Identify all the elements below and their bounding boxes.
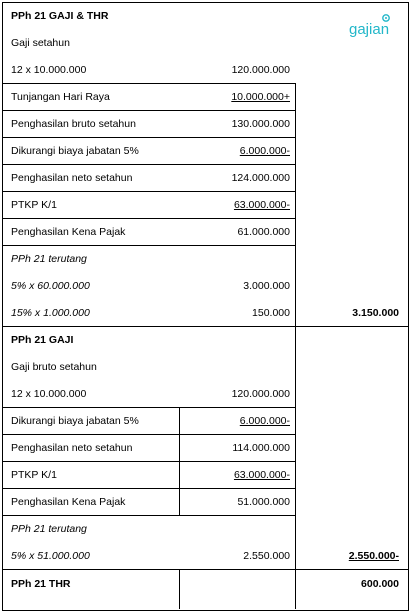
section-title: PPh 21 GAJI & THR — [11, 10, 109, 22]
row-divider — [2, 434, 295, 435]
row-label: Penghasilan Kena Pajak — [11, 226, 126, 238]
tax-row-label: 5% x 60.000.000 — [11, 280, 90, 292]
section-divider — [2, 326, 409, 327]
row-label: Penghasilan Kena Pajak — [11, 496, 126, 508]
row-amount: 120.000.000 — [231, 64, 290, 76]
underlined-amount: 63.000.000- — [233, 199, 290, 211]
row-label: Penghasilan bruto setahun — [11, 118, 136, 130]
row-amount — [182, 198, 290, 212]
section-divider — [2, 569, 409, 570]
row-divider — [2, 137, 295, 138]
row-divider — [2, 83, 295, 84]
row-label: 12 x 10.000.000 — [11, 64, 87, 76]
row-divider — [2, 110, 295, 111]
section-total: 3.150.000 — [352, 307, 399, 319]
gajian-logo — [348, 14, 404, 38]
section-total — [298, 549, 399, 563]
row-divider — [2, 488, 295, 489]
row-label: Gaji bruto setahun — [11, 361, 97, 373]
row-divider — [2, 461, 295, 462]
tax-row-amount: 150.000 — [252, 307, 290, 319]
tax-row-label: 5% x 51.000.000 — [11, 550, 90, 562]
column-divider — [295, 569, 296, 609]
column-divider — [179, 407, 180, 515]
underlined-amount: 6.000.000- — [239, 415, 290, 427]
row-divider — [2, 245, 295, 246]
row-divider — [2, 515, 295, 516]
row-amount: 51.000.000 — [237, 496, 290, 508]
underlined-amount: 6.000.000- — [239, 145, 290, 157]
row-label: Gaji setahun — [11, 37, 70, 49]
row-label: Tunjangan Hari Raya — [11, 91, 110, 103]
tax-row-label: 15% x 1.000.000 — [11, 307, 90, 319]
tax-row-amount: 3.000.000 — [243, 280, 290, 292]
row-amount: 130.000.000 — [231, 118, 290, 130]
row-label: PTKP K/1 — [11, 199, 57, 211]
section-title: PPh 21 GAJI — [11, 334, 74, 346]
row-label: PTKP K/1 — [11, 469, 57, 481]
tax-label: PPh 21 terutang — [11, 523, 87, 535]
row-label: Penghasilan neto setahun — [11, 172, 133, 184]
row-divider — [2, 407, 295, 408]
row-divider — [2, 191, 295, 192]
column-divider — [179, 569, 180, 609]
row-amount — [182, 468, 290, 482]
row-amount — [182, 90, 290, 104]
tax-row-amount: 2.550.000 — [243, 550, 290, 562]
thr-label: PPh 21 THR — [11, 578, 71, 590]
row-label: Dikurangi biaya jabatan 5% — [11, 145, 139, 157]
row-amount — [182, 144, 290, 158]
column-divider — [295, 83, 296, 569]
row-amount — [182, 414, 290, 428]
underlined-total: 2.550.000- — [348, 550, 399, 562]
row-amount: 124.000.000 — [231, 172, 290, 184]
thr-amount: 600.000 — [361, 578, 399, 590]
row-label: Dikurangi biaya jabatan 5% — [11, 415, 139, 427]
tax-calculation-table — [2, 2, 409, 611]
row-label: 12 x 10.000.000 — [11, 388, 87, 400]
row-amount: 61.000.000 — [237, 226, 290, 238]
row-divider — [2, 218, 295, 219]
tax-label: PPh 21 terutang — [11, 253, 87, 265]
underlined-amount: 10.000.000+ — [231, 91, 290, 103]
row-amount: 114.000.000 — [232, 442, 290, 454]
row-label: Penghasilan neto setahun — [11, 442, 133, 454]
logo-text: gajian — [349, 21, 390, 38]
row-divider — [2, 164, 295, 165]
row-amount: 120.000.000 — [231, 388, 290, 400]
underlined-amount: 63.000.000- — [233, 469, 290, 481]
